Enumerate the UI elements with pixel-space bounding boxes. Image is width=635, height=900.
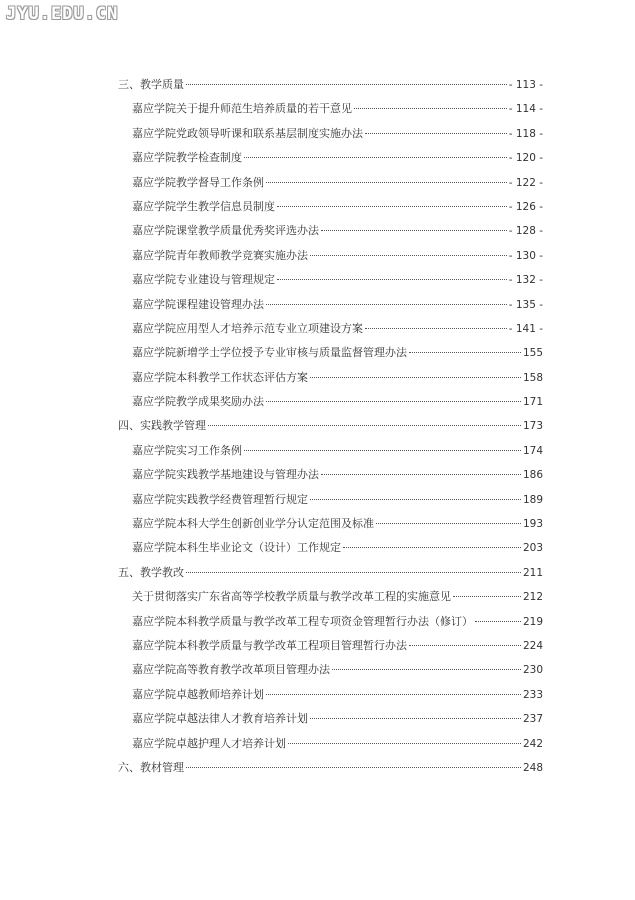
toc-page-number: 173 [522, 420, 543, 433]
toc-entry[interactable] [118, 442, 543, 466]
toc-entry[interactable] [118, 466, 543, 490]
toc-entry[interactable] [118, 637, 543, 661]
toc-page-number: 193 [522, 518, 543, 531]
dot-leader [453, 596, 521, 597]
toc-entry[interactable] [118, 125, 543, 149]
toc-entry-title: 嘉应学院卓越教师培养计划 [132, 687, 264, 701]
dot-leader [310, 718, 521, 719]
toc-page-number: 219 [522, 615, 543, 628]
toc-entry[interactable] [118, 149, 543, 173]
toc-page-number: - 120 - [508, 152, 543, 165]
dot-leader [208, 425, 521, 426]
dot-leader [186, 84, 507, 85]
dot-leader [310, 377, 521, 378]
toc-page-number: 230 [522, 664, 543, 677]
toc-entry-title: 嘉应学院本科生毕业论文（设计）工作规定 [132, 541, 341, 555]
dot-leader [266, 304, 507, 305]
toc-entry-title: 嘉应学院专业建设与管理规定 [132, 273, 275, 287]
dot-leader [321, 230, 507, 231]
dot-leader [266, 401, 521, 402]
toc-entry-title: 五、教学教改 [118, 565, 184, 579]
toc-entry-title: 嘉应学院本科大学生创新创业学分认定范围及标准 [132, 517, 374, 531]
toc-page-number: 237 [522, 713, 543, 726]
toc-entry[interactable] [118, 588, 543, 612]
dot-leader [475, 621, 521, 622]
toc-page-number: 211 [522, 566, 543, 579]
toc-page-number: - 122 - [508, 176, 543, 189]
toc-page-number: - 132 - [508, 274, 543, 287]
toc-entry-title: 嘉应学院课堂教学质量优秀奖评选办法 [132, 224, 319, 238]
toc-entry[interactable] [118, 613, 543, 637]
toc-entry-title: 嘉应学院卓越护理人才培养计划 [132, 736, 286, 750]
toc-entry-title: 三、教学质量 [118, 78, 184, 91]
toc-section-heading[interactable] [118, 759, 543, 783]
dot-leader [277, 279, 507, 280]
toc-entry-title: 嘉应学院课程建设管理办法 [132, 297, 264, 311]
dot-leader [365, 328, 507, 329]
toc-entry-title: 嘉应学院本科教学工作状态评估方案 [132, 370, 308, 384]
toc-entry[interactable] [118, 661, 543, 685]
toc-entry[interactable] [118, 174, 543, 198]
dot-leader [244, 450, 521, 451]
dot-leader [186, 767, 521, 768]
dot-leader [365, 133, 507, 134]
table-of-contents [118, 76, 543, 783]
toc-entry-title: 关于贯彻落实广东省高等学校教学质量与教学改革工程的实施意见 [132, 590, 451, 604]
toc-entry[interactable] [118, 393, 543, 417]
toc-page-number: - 118 - [508, 127, 543, 140]
toc-entry-title: 嘉应学院学生教学信息员制度 [132, 199, 275, 213]
dot-leader [277, 206, 507, 207]
toc-entry[interactable] [118, 271, 543, 295]
toc-entry[interactable] [118, 222, 543, 246]
toc-entry-title: 嘉应学院本科教学质量与教学改革工程专项资金管理暂行办法（修订） [132, 614, 473, 628]
toc-page-number: 158 [522, 371, 543, 384]
dot-leader [310, 255, 507, 256]
toc-entry-title: 嘉应学院实践教学基地建设与管理办法 [132, 468, 319, 482]
toc-entry-title: 嘉应学院高等教育教学改革项目管理办法 [132, 663, 330, 677]
toc-page-number: - 114 - [508, 103, 543, 116]
toc-entry-title: 嘉应学院新增学士学位授予专业审核与质量监督管理办法 [132, 346, 407, 360]
toc-page-number: 242 [522, 737, 543, 750]
toc-page-number: - 141 - [508, 322, 543, 335]
toc-entry-title: 嘉应学院党政领导听课和联系基层制度实施办法 [132, 126, 363, 140]
dot-leader [376, 523, 521, 524]
dot-leader [409, 352, 521, 353]
toc-entry-title: 嘉应学院应用型人才培养示范专业立项建设方案 [132, 321, 363, 335]
toc-page-number: - 128 - [508, 225, 543, 238]
dot-leader [266, 182, 507, 183]
dot-leader [354, 108, 507, 109]
toc-page-number: 186 [522, 469, 543, 482]
dot-leader [186, 572, 521, 573]
toc-entry-title: 嘉应学院卓越法律人才教育培养计划 [132, 712, 308, 726]
toc-entry-title: 嘉应学院教学检查制度 [132, 151, 242, 165]
toc-entry-title: 嘉应学院本科教学质量与教学改革工程项目管理暂行办法 [132, 638, 407, 652]
toc-page-number: - 113 - [508, 79, 543, 91]
toc-entry[interactable] [118, 539, 543, 563]
toc-entry[interactable] [118, 296, 543, 320]
toc-entry-title: 嘉应学院关于提升师范生培养质量的若干意见 [132, 102, 352, 116]
toc-page-number: 233 [522, 688, 543, 701]
toc-entry[interactable] [118, 369, 543, 393]
toc-page-number: 248 [522, 761, 543, 774]
toc-page-number: 224 [522, 639, 543, 652]
toc-section-heading[interactable] [118, 76, 543, 100]
toc-page-number: 155 [522, 347, 543, 360]
dot-leader [332, 669, 521, 670]
toc-page-number: 171 [522, 396, 543, 409]
toc-entry[interactable] [118, 735, 543, 759]
toc-entry[interactable] [118, 344, 543, 368]
dot-leader [266, 694, 521, 695]
toc-section-heading[interactable] [118, 417, 543, 441]
dot-leader [310, 499, 521, 500]
toc-section-heading[interactable] [118, 564, 543, 588]
toc-entry-title: 嘉应学院实践教学经费管理暂行规定 [132, 492, 308, 506]
toc-entry[interactable] [118, 247, 543, 271]
toc-entry-title: 嘉应学院教学成果奖励办法 [132, 395, 264, 409]
dot-leader [244, 157, 507, 158]
toc-entry[interactable] [118, 198, 543, 222]
toc-entry[interactable] [118, 320, 543, 344]
dot-leader [321, 474, 521, 475]
toc-entry[interactable] [118, 100, 543, 124]
dot-leader [288, 743, 521, 744]
toc-entry-title: 嘉应学院教学督导工作条例 [132, 175, 264, 189]
toc-page-number: - 126 - [508, 200, 543, 213]
watermark-logo: JYU.EDU.CN [6, 4, 119, 24]
toc-page-number: - 135 - [508, 298, 543, 311]
toc-entry-title: 嘉应学院青年教师教学竞赛实施办法 [132, 248, 308, 262]
toc-entry[interactable] [118, 515, 543, 539]
toc-page-number: - 130 - [508, 249, 543, 262]
toc-entry[interactable] [118, 491, 543, 515]
toc-page-number: 212 [522, 591, 543, 604]
toc-page-number: 174 [522, 444, 543, 457]
toc-page-number: 189 [522, 493, 543, 506]
dot-leader [409, 645, 521, 646]
toc-entry-title: 四、实践教学管理 [118, 419, 206, 433]
toc-entry[interactable] [118, 710, 543, 734]
toc-entry[interactable] [118, 686, 543, 710]
toc-entry-title: 嘉应学院实习工作条例 [132, 443, 242, 457]
toc-page-number: 203 [522, 542, 543, 555]
toc-entry-title: 六、教材管理 [118, 760, 184, 774]
dot-leader [343, 547, 521, 548]
